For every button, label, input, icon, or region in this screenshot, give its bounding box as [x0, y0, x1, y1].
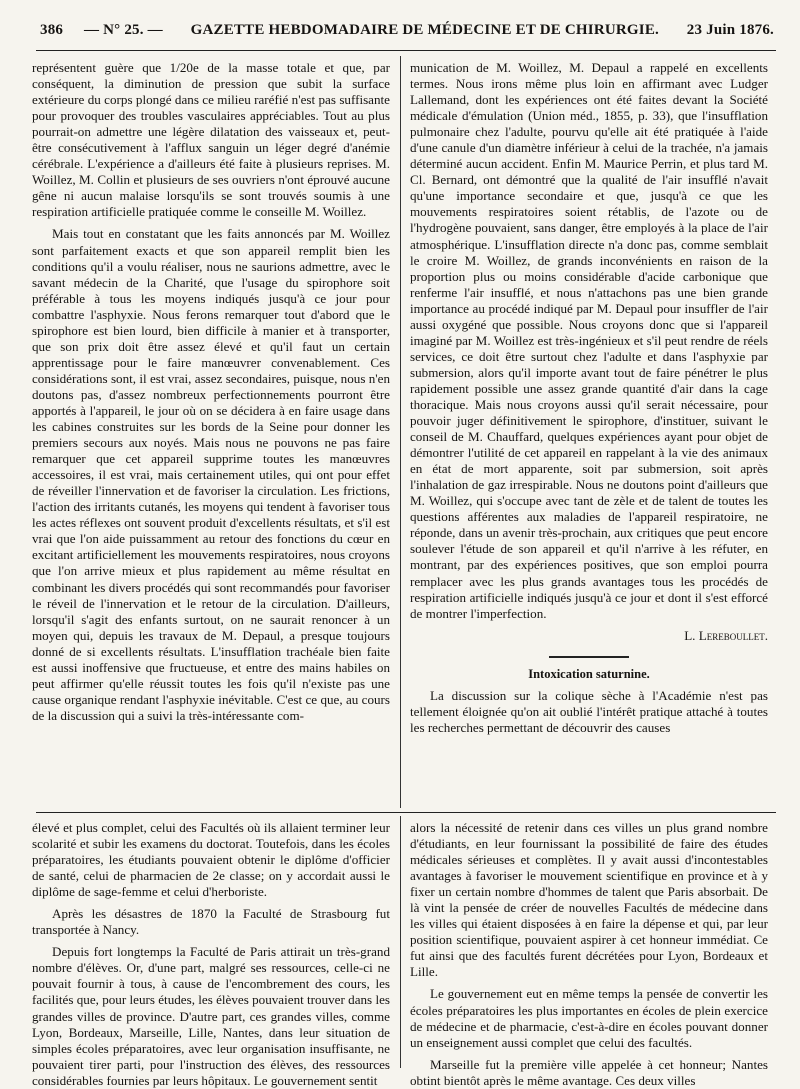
page-number: 386 — [40, 22, 64, 38]
journal-title: GAZETTE HEBDOMADAIRE DE MÉDECINE ET DE CHIRURGIE. — [190, 22, 659, 38]
article-paragraph: Le gouvernement eut en même temps la pensée de convertir les écoles préparatoires les plus importantes en écoles de plein exercice de médecine et de pharmacie, c'est-à-dire en écoles pouvant donner un enseignement aussi complet que celui des facultés. — [410, 986, 768, 1050]
section-title: Intoxication saturnine. — [528, 666, 650, 681]
section-separator — [549, 656, 629, 658]
section-rule — [36, 812, 776, 813]
top-left-column — [32, 60, 390, 812]
column-divider — [400, 816, 401, 1068]
article-paragraph: Marseille fut la première ville appelée à cet honneur; Nantes obtint bientôt après le même avantage. Ces deux villes — [410, 1056, 768, 1088]
issue-date: 23 Juin 1876. — [686, 22, 774, 38]
top-right-column — [410, 60, 768, 812]
article-paragraph: Depuis fort longtemps la Faculté de Paris attirait un très-grand nombre d'élèves. Or, d'une part, malgré ses ressources, celle-ci ne pouvait fournir à tous, à cause de l'encombrement des cours, les facilités que, pour leurs études, les élèves pouvaient trouver dans les grandes villes de province. D'autre part, ces grandes villes, comme Lyon, Bordeaux, Marseille, Lille, Nantes, dans leur situation de simples écoles préparatoires, avec leur organisation insuffisante, ne pouvaient tirer parti, pour l'instruction des élèves, des ressources considérables fournies par leurs hôpitaux. Le gouvernement sentit — [32, 944, 390, 1088]
column-divider — [400, 56, 401, 808]
article-paragraph: alors la nécessité de retenir dans ces villes un plus grand nombre d'étudiants, en leur fournissant la possibilité de faire des études médicales sérieuses et complètes. Il y avait aussi d'incontestables avantages à favoriser le mouvement scientifique en province et à y fixer un certain nombre d'hommes de talent que Paris absorbait. De là vint la pensée de créer de nouvelles Facultés de médecine dans les villes qui étaient disposées à en faire la dépense et qui, par leur position scientifique, pouvaient aspirer à cet honneur immédiat. Ce fut ainsi que des facultés furent décrétées pour Lyon, Bordeaux et Lille. — [410, 820, 768, 980]
article-paragraph: La discussion sur la colique sèche à l'Académie n'est pas tellement éloignée qu'on ait oublié l'intérêt pratique attaché à toutes les recherches permettant de découvrir des causes — [410, 687, 768, 735]
article-paragraph: Mais tout en constatant que les faits annoncés par M. Woillez sont parfaitement exacts et que son appareil remplit bien les conditions qu'il a voulu réaliser, nous ne saurions admettre, avec le savant médecin de la Charité, que l'usage du spirophore soit préférable à tous les moyens indiqués jusqu'à ce jour pour combattre l'asphyxie. Nous ferons remarquer tout d'abord que le spirophore est bien lourd, bien difficile à manier et à transporter, que son prix doit être assez élevé et qu'il faut un certain apprentissage pour le faire manœuvrer convenablement. Ces considérations sont, il est vrai, assez secondaires, puisque, nous n'en doutons pas, d'assez nombreux perfectionnements pourront être apportés à l'appareil, le jour où on se décidera à en faire usage dans les cabines construites sur les bords de la Seine pour donner les premiers secours aux noyés. Mais nous ne pouvons ne pas faire remarquer que cet appareil supprime toutes les manœuvres accessoires, il est vrai, mais certainement utiles, qui ont pour effet de réveiller l'innervation et de favoriser la circulation. Les frictions, l'action des irritants cutanés, les moyens qui tendent à favoriser tous les actes réflexes ont souvent produit d'excellents résultats, et s'il est vrai que l'on aide puissamment au retour des fonctions du cœur en excitant artificiellement les mouvements respiratoires, nous croyons que l'on arrive mieux et plus rapidement au même résultat en combinant les divers procédés qui sont recommandés pour favoriser le réveil de l'innervation et le retour de la circulation. D'ailleurs, lorsqu'il s'agit des enfants surtout, on ne saurait renoncer à un moyen qui, depuis les travaux de M. Depaul, a presque toujours donné de si excellents résultats. L'insufflation trachéale bien faite est aussi inoffensive que fructueuse, et entre des mains habiles on peut affirmer qu'elle réussit toutes les fois qu'il n'existe pas une cause organique rendant l'asphyxie inévitable. C'est ce que, au cours de la discussion qui a suivi la très-intéressante com- — [32, 226, 390, 723]
author-signature: L. Lereboullet. — [684, 627, 768, 643]
article-paragraph: élevé et plus complet, celui des Facultés où ils allaient terminer leur scolarité et subir les examens du doctorat. Toutefois, dans les écoles préparatoires, les étudiants pouvaient obtenir le diplôme d'officier de santé, celui de pharmacien de 2e classe; on y accordait aussi le diplôme de sage-femme et celui d'herboriste. — [32, 820, 390, 900]
page-header — [40, 22, 774, 46]
bottom-right-column — [410, 820, 768, 1088]
bottom-left-column — [32, 820, 390, 1088]
article-paragraph: représentent guère que 1/20e de la masse totale et que, par conséquent, la diminution de pression que subit la surface extérieure du corps plongé dans ce milieu raréfié n'est pas suffisante pour provoquer des troubles vasculaires appréciables. Tout au plus pourrait-on admettre une légère dilatation des vaisseaux et, peut-être consécutivement à l'afflux sanguin un léger degré d'anémie cérébrale. L'expérience a d'ailleurs été faite à plusieurs reprises. M. Woillez, M. Collin et plusieurs de ses ouvriers n'ont éprouvé aucune gêne ni aucun malaise lorsqu'ils se sont trouvés soumis à une respiration artificielle pratiquée comme le conseille M. Woillez. — [32, 60, 390, 220]
article-paragraph: Après les désastres de 1870 la Faculté de Strasbourg fut transportée à Nancy. — [32, 906, 390, 938]
article-paragraph: munication de M. Woillez, M. Depaul a rappelé en excellents termes. Nous irons même plus loin en affirmant avec Ludger Lallemand, dont les expériences ont été faites devant la Société médicale d'émulation (Union méd., 1855, p. 33), que l'insufflation pulmonaire chez l'adulte, pourvu qu'elle ait été pratiquée à l'aide d'une canule d'un diamètre inférieur à celui de la trachée, n'a jamais déterminé aucun accident. Enfin M. Maurice Perrin, et plus tard M. Cl. Bernard, ont démontré que la qualité de l'air insufflé n'avait qu'une importance secondaire et que, jusqu'à ce que les mouvements respiratoires soient rétablis, de l'azote ou de l'hydrogène pouvaient, sans danger, être employés à la place de l'air atmosphérique. L'insufflation directe n'a donc pas, comme semblait le croire M. Woillez, de grands inconvénients en raison de la proportion plus ou moins considérable d'acide carbonique que renferme l'air insufflé, et nous n'attachons pas une bien grande importance au procédé indiqué par M. Depaul pour insuffler de l'air aussi oxygéné que possible. Nous croyons donc que si l'appareil imaginé par M. Woillez est très-ingénieux et s'il peut rendre de réels services, ce doit être surtout chez l'adulte et dans l'asphyxie par submersion, alors qu'il importe avant tout de faire pénétrer le plus rapidement possible une assez grande quantité d'air dans la cage thoracique. Mais nous croyons aussi qu'il serait nécessaire, pour pouvoir juger définitivement le spirophore, d'instituer, suivant le conseil de M. Chauffard, quelques expériences ayant pour objet de démontrer l'utilité de cet appareil en rappelant à la vie des animaux en état de mort apparente, soit par submersion, soit après l'inhalation de gaz irrespirable. Nous ne doutons point d'ailleurs que M. Woillez, qui s'occupe avec tant de zèle et de talent de toutes les questions afférentes aux maladies de l'appareil respiratoire, ne réponde, dans un avenir très-prochain, aux critiques que peut encore soulever l'étude de son appareil et qu'il n'arrive à les réfuter, en montrant, par des expériences positives, que son emploi pourra remplacer avec les plus grands avantages tous les procédés de respiration artificielle indiqués jusqu'à ce jour et dont il s'est efforcé de montrer l'imperfection. — [410, 60, 768, 621]
header-rule — [36, 50, 776, 51]
issue-number: — N° 25. — — [84, 22, 163, 38]
